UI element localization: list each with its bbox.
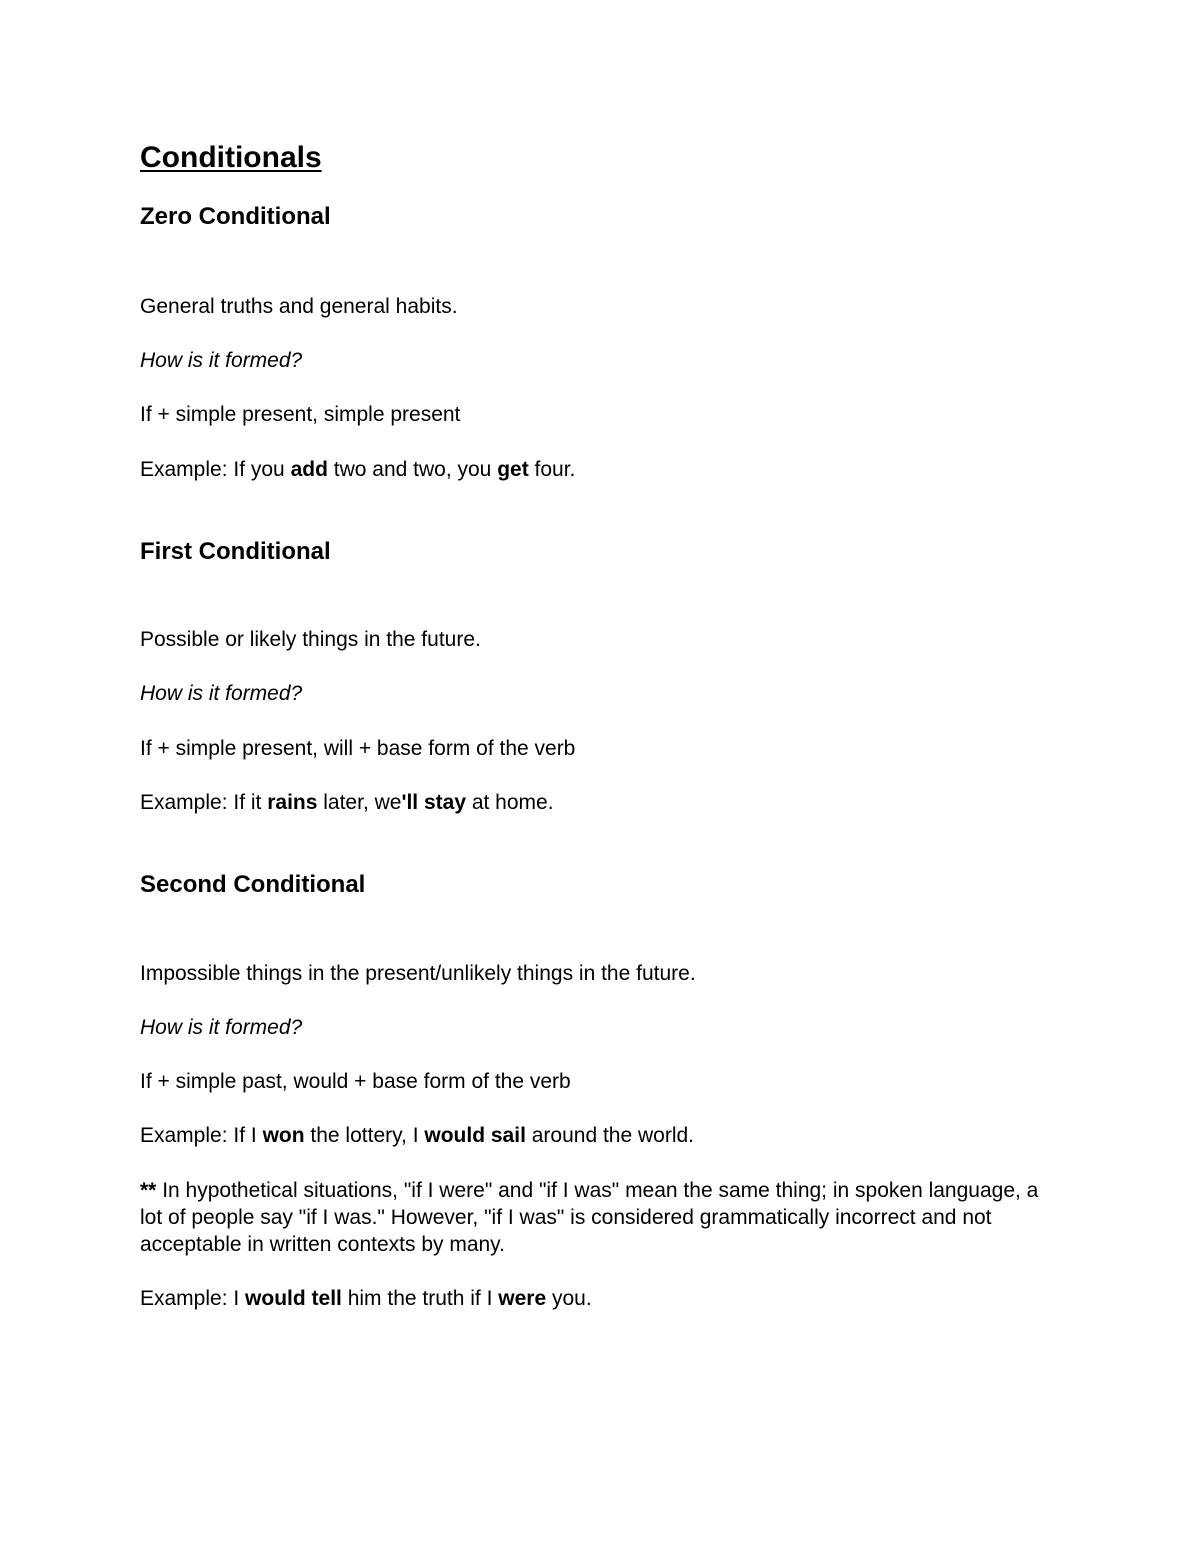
example-bold: 'll stay bbox=[401, 791, 466, 814]
document-title: Conditionals bbox=[140, 141, 322, 174]
example-bold: get bbox=[497, 458, 529, 481]
zero-conditional-example bbox=[140, 456, 575, 483]
second-conditional-formula: If + simple past, would + base form of the verb bbox=[140, 1070, 571, 1093]
zero-conditional-heading: Zero Conditional bbox=[140, 203, 331, 230]
second-conditional-example-2 bbox=[140, 1285, 592, 1312]
example-text: later, we bbox=[317, 791, 402, 814]
zero-conditional-formula: If + simple present, simple present bbox=[140, 403, 461, 426]
note-marker: ** bbox=[140, 1179, 157, 1202]
first-conditional-description: Possible or likely things in the future. bbox=[140, 628, 481, 651]
example-bold: add bbox=[290, 458, 328, 481]
example-bold: won bbox=[262, 1124, 305, 1147]
example-bold: rains bbox=[267, 791, 318, 814]
example-label: Example: bbox=[140, 1287, 234, 1310]
example-text: the lottery, I bbox=[304, 1124, 425, 1147]
second-conditional-question: How is it formed? bbox=[140, 1016, 303, 1039]
example-text: If I bbox=[233, 1124, 263, 1147]
first-conditional-heading: First Conditional bbox=[140, 538, 331, 565]
example-label: Example: bbox=[140, 1124, 234, 1147]
first-conditional-formula: If + simple present, will + base form of the verb bbox=[140, 737, 576, 760]
first-conditional-example bbox=[140, 789, 554, 816]
example-text: around the world. bbox=[525, 1124, 695, 1147]
example-label: Example: bbox=[140, 458, 234, 481]
example-text: him the truth if I bbox=[341, 1287, 499, 1310]
example-text: I bbox=[233, 1287, 246, 1310]
example-text: you. bbox=[546, 1287, 592, 1310]
example-text: two and two, you bbox=[327, 458, 498, 481]
example-bold: were bbox=[498, 1287, 547, 1310]
note-text: In hypothetical situations, "if I were" and "if I was" mean the same thing; in spoken language, a lot of people say "if I was." However, "if I was" is considered grammatically incorrect and not acceptable in written contexts by many. bbox=[140, 1179, 1039, 1256]
second-conditional-description: Impossible things in the present/unlikely things in the future. bbox=[140, 962, 696, 985]
example-text: If it bbox=[233, 791, 268, 814]
zero-conditional-question: How is it formed? bbox=[140, 349, 303, 372]
second-conditional-example bbox=[140, 1122, 694, 1149]
second-conditional-heading: Second Conditional bbox=[140, 871, 366, 898]
example-label: Example: bbox=[140, 791, 234, 814]
example-text: four. bbox=[528, 458, 576, 481]
example-text: If you bbox=[233, 458, 291, 481]
example-bold: would tell bbox=[245, 1287, 342, 1310]
zero-conditional-description: General truths and general habits. bbox=[140, 295, 458, 318]
first-conditional-question: How is it formed? bbox=[140, 682, 303, 705]
hypothetical-note bbox=[140, 1177, 1060, 1258]
example-text: at home. bbox=[466, 791, 554, 814]
example-bold: would sail bbox=[424, 1124, 526, 1147]
